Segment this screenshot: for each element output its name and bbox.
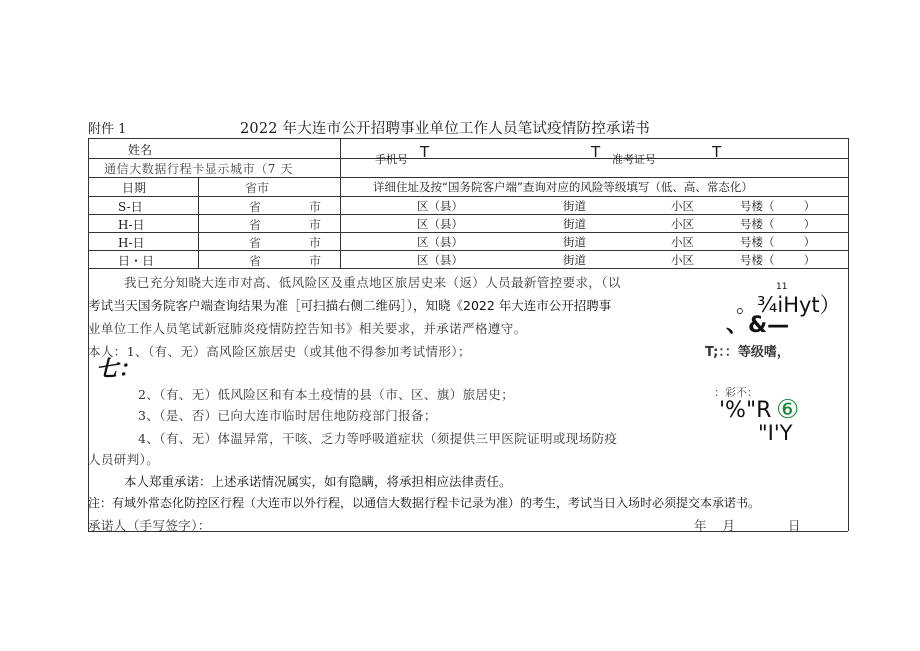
qr-tiny-text: 11 <box>776 282 788 292</box>
pledge-item-2: 2、（有、无）低风险区和有本土疫情的县（市、区、旗）旅居史； <box>138 387 515 402</box>
row-district: 区（县） <box>417 235 463 249</box>
date-year-month: 年月 <box>694 518 752 533</box>
qr-text-line3: '%"R <box>719 398 772 423</box>
row-province: 省 <box>249 236 262 250</box>
row-community: 小区 <box>671 217 694 231</box>
pledge-paragraph-line2: 考试当天国务院客户端查询结果为准［可扫描右侧二维码］），知晓《2022 年大连市公开招聘事 <box>88 298 612 313</box>
qr-text-line1: 。¾iHyt） <box>736 293 841 317</box>
mark-t-1: T <box>420 143 430 161</box>
pledge-item-1: 本人：1、（有、无）高风险区旅居史（或其他不得参加考试情形）； <box>88 344 471 359</box>
row-building: 号楼（ ） <box>740 217 816 231</box>
row-street: 街道 <box>563 199 586 213</box>
circled-six-icon: ⑥ <box>776 395 800 425</box>
row-building: 号楼（ ） <box>740 235 816 249</box>
row-city: 市 <box>309 218 322 232</box>
row-province: 省 <box>249 218 262 232</box>
name-label: 姓名 <box>128 143 153 157</box>
row-community: 小区 <box>671 253 694 267</box>
row-community: 小区 <box>671 235 694 249</box>
detail-address-header: 详细住址及按“国务院客户端”查询对应的风险等级填写（低、高、常态化） <box>373 180 753 194</box>
handwritten-mark: 七： <box>96 357 141 382</box>
row-city: 市 <box>309 236 322 250</box>
phone-label: 手机号 <box>375 153 408 166</box>
row-district: 区（县） <box>417 217 463 231</box>
row-province: 省 <box>249 254 262 268</box>
row-street: 街道 <box>563 235 586 249</box>
row-district: 区（县） <box>417 253 463 267</box>
attachment-label: 附件 1 <box>88 122 127 137</box>
row-community: 小区 <box>671 199 694 213</box>
row-city: 市 <box>309 200 322 214</box>
mark-t-2: T <box>591 143 601 161</box>
note-line: 注：有域外常态化防控区行程（大连市以外行程，以通信大数据行程卡记录为准）的考生，考试当日入场时必须提交本承诺书。 <box>88 496 761 510</box>
qr-text-line4: "I'Y <box>758 421 793 445</box>
pledge-item-3: 3、（是、否）已向大连市临时居住地防疫部门报备； <box>138 408 437 423</box>
qr-text-line2: 、&— <box>726 313 790 338</box>
exam-number-label: 准考证号 <box>612 153 656 166</box>
row-date: H-日 <box>118 218 145 232</box>
province-city-header: 省市 <box>245 181 270 195</box>
qr-caption: ：彩不： <box>714 386 758 399</box>
mark-t-3: T <box>712 143 722 161</box>
row-street: 街道 <box>563 253 586 267</box>
row-district: 区（县） <box>417 199 463 213</box>
signer-label: 承诺人（手写签字）： <box>88 518 211 533</box>
risk-level-line: T;：：等级嗜， <box>705 345 790 360</box>
pledge-item-4-line1: 4、（有、无）体温异常，干咳、乏力等呼吸道症状（须提供三甲医院证明或现场防疫 <box>138 431 618 446</box>
row-province: 省 <box>249 200 262 214</box>
row-city: 市 <box>309 254 322 268</box>
date-column-header: 日期 <box>122 181 147 195</box>
row-date: S-日 <box>118 200 143 214</box>
date-day: 日 <box>788 518 801 533</box>
document-title: 2022 年大连市公开招聘事业单位工作人员笔试疫情防控承诺书 <box>240 121 651 137</box>
row-building: 号楼（ ） <box>740 253 816 267</box>
solemn-pledge: 本人郑重承诺：上述承诺情况属实，如有隐瞒，将承担相应法律责任。 <box>124 474 512 489</box>
travel-card-label: 通信大数据行程卡显示城市（7 天 <box>104 162 294 176</box>
pledge-paragraph-line1: 我已充分知晓大连市对高、低风险区及重点地区旅居史来（返）人员最新管控要求，（以 <box>124 275 621 290</box>
row-street: 街道 <box>563 217 586 231</box>
pledge-item-4-line2: 人员研判）。 <box>88 452 160 467</box>
row-building: 号楼（ ） <box>740 199 816 213</box>
pledge-paragraph-line3: 业单位工作人员笔试新冠肺炎疫情防控告知书》相关要求，并承诺严格遵守。 <box>88 321 527 336</box>
row-date: H-日 <box>118 236 145 250</box>
row-date: 日・日 <box>118 254 155 268</box>
